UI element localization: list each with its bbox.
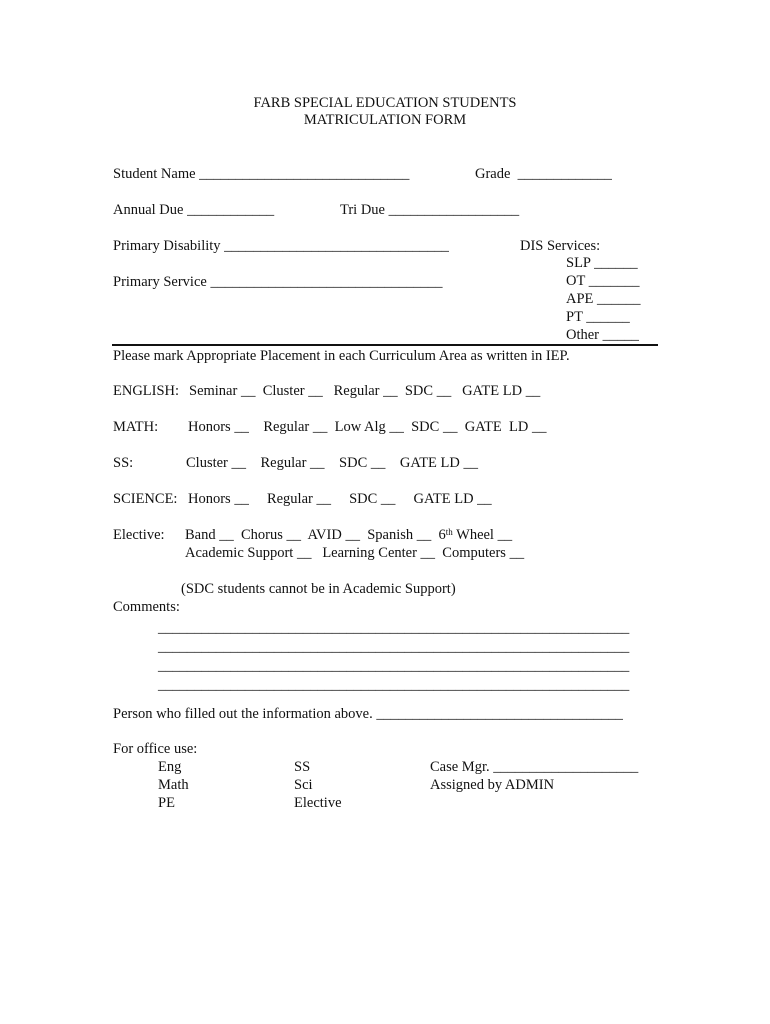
assigned-by-admin: Assigned by ADMIN: [430, 777, 555, 793]
dis-service-ot[interactable]: OT _______: [566, 273, 640, 289]
sdc-note: (SDC students cannot be in Academic Support): [181, 581, 456, 597]
comments-label: Comments:: [113, 599, 180, 615]
dis-service-ape[interactable]: APE ______: [566, 291, 641, 307]
dis-service-slp[interactable]: SLP ______: [566, 255, 638, 271]
case-manager-field[interactable]: Case Mgr. ____________________: [430, 759, 639, 775]
comment-line-4[interactable]: _________________________________________________________________: [158, 677, 630, 693]
office-pe: PE: [158, 795, 175, 811]
form-title-line-2: MATRICULATION FORM: [303, 112, 467, 128]
office-sci: Sci: [294, 777, 313, 793]
comment-line-3[interactable]: _________________________________________________________________: [158, 658, 630, 674]
math-label: MATH:: [113, 419, 159, 435]
primary-disability-field[interactable]: Primary Disability _______________________________: [113, 238, 449, 254]
science-label: SCIENCE:: [113, 491, 178, 507]
section-divider: [112, 344, 658, 346]
office-elective: Elective: [294, 795, 342, 811]
elective-options-line-1[interactable]: [185, 526, 512, 544]
annual-due-field[interactable]: Annual Due ____________: [113, 202, 275, 218]
office-use-label: For office use:: [113, 741, 198, 757]
dis-services-heading: DIS Services:: [520, 238, 601, 254]
math-options[interactable]: Honors __ Regular __ Low Alg __ SDC __ GATE LD __: [188, 419, 547, 435]
english-options[interactable]: Seminar __ Cluster __ Regular __ SDC __ GATE LD __: [189, 383, 541, 399]
tri-due-field[interactable]: Tri Due __________________: [340, 202, 520, 218]
elective-options-text-end: Wheel __: [452, 527, 513, 543]
ss-label: SS:: [113, 455, 134, 471]
student-name-field[interactable]: Student Name _____________________________: [113, 166, 410, 182]
filled-by-field[interactable]: Person who filled out the information above. __________________________________: [113, 706, 623, 722]
science-options[interactable]: Honors __ Regular __ SDC __ GATE LD __: [188, 491, 492, 507]
office-math: Math: [158, 777, 189, 793]
grade-field[interactable]: Grade _____________: [475, 166, 612, 182]
comment-line-1[interactable]: _________________________________________________________________: [158, 620, 630, 636]
comment-line-2[interactable]: _________________________________________________________________: [158, 639, 630, 655]
placement-instruction: Please mark Appropriate Placement in each Curriculum Area as written in IEP.: [113, 348, 570, 364]
office-eng: Eng: [158, 759, 182, 775]
elective-options-line-2[interactable]: Academic Support __ Learning Center __ Computers __: [185, 545, 525, 561]
dis-service-other[interactable]: Other _____: [566, 327, 639, 343]
english-label: ENGLISH:: [113, 383, 180, 399]
form-title-line-1: FARB SPECIAL EDUCATION STUDENTS: [253, 95, 517, 111]
primary-service-field[interactable]: Primary Service ________________________________: [113, 274, 443, 290]
ss-options[interactable]: Cluster __ Regular __ SDC __ GATE LD __: [186, 455, 478, 471]
elective-label: Elective:: [113, 527, 165, 543]
dis-service-pt[interactable]: PT ______: [566, 309, 630, 325]
elective-options-text: Band __ Chorus __ AVID __ Spanish __ 6: [185, 527, 446, 543]
office-ss: SS: [294, 759, 311, 775]
ordinal-suffix: th: [445, 527, 453, 537]
